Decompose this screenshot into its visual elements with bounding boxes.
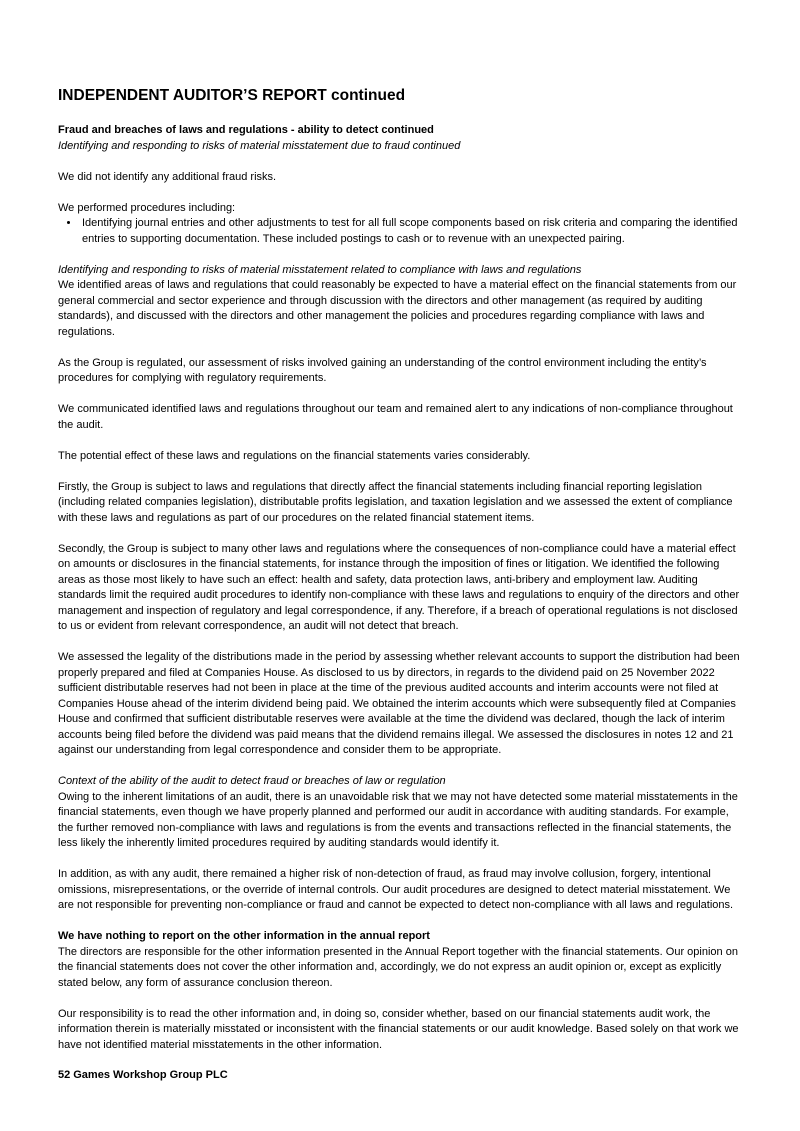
paragraph-firstly: Firstly, the Group is subject to laws and regulations that directly affect the financial statements including financial reporting legislation (including related companies legislation), distributable profits legislation, and taxation legislation and we assessed the extent of compliance with these laws and regulations as part of our procedures on the related financial statement items. xyxy=(58,480,733,524)
paragraph-procedures-intro: We performed procedures including: xyxy=(58,201,236,214)
subheading-compliance-laws: Identifying and responding to risks of material misstatement related to compliance with laws and regulations xyxy=(58,263,582,276)
paragraph-identified-areas: We identified areas of laws and regulations that could reasonably be expected to have a material effect on the financial statements from our general commercial and sector experience and through discussion with the directors and other management (as required by auditing standards), and discussed with the directors and other management the policies and procedures regarding compliance with laws and regulations. xyxy=(58,279,737,338)
paragraph-group-regulated: As the Group is regulated, our assessment of risks involved gaining an understanding of the control environment including the entity’s procedures for complying with regulatory requirements. xyxy=(58,356,707,384)
paragraph-our-responsibility: Our responsibility is to read the other information and, in doing so, consider whether, based on our financial statements audit work, the information therein is materially misstated or inconsistent with the financial statements or our audit knowledge. Based solely on that work we have not identified material misstatements in the other information. xyxy=(58,1007,739,1051)
footer-company-name: Games Workshop Group PLC xyxy=(73,1069,228,1081)
page-title: INDEPENDENT AUDITOR’S REPORT continued xyxy=(58,87,406,104)
procedures-bullet-list xyxy=(58,216,742,247)
paragraph-directors-responsible: The directors are responsible for the other information presented in the Annual Report together with the financial statements. Our opinion on the financial statements does not cover the other information and, accordingly, we do not express an audit opinion or, except as explicitly stated below, any form of assurance conclusion thereon. xyxy=(58,945,738,989)
subheading-fraud-misstatement: Identifying and responding to risks of material misstatement due to fraud continued xyxy=(58,139,461,152)
section-heading-fraud-detect: Fraud and breaches of laws and regulations - ability to detect continued xyxy=(58,124,434,136)
subheading-context-of-audit: Context of the ability of the audit to detect fraud or breaches of law or regulation xyxy=(58,775,446,787)
paragraph-potential-effect: The potential effect of these laws and regulations on the financial statements varies considerably. xyxy=(58,449,531,462)
section-heading-other-information: We have nothing to report on the other information in the annual report xyxy=(58,930,430,942)
paragraph-higher-risk-fraud: In addition, as with any audit, there remained a higher risk of non-detection of fraud, as fraud may involve collusion, forgery, intentional omissions, misrepresentations, or the override of internal controls. Our audit procedures are designed to detect material misstatement. We are not responsible for preventing non-compliance or fraud and cannot be expected to detect non-compliance with all laws and regulations. xyxy=(58,868,734,911)
paragraph-distributions-legality: We assessed the legality of the distributions made in the period by assessing whether relevant accounts to support the distribution had been properly prepared and filed at Companies House. As disclosed to us by directors, in regards to the dividend paid on 25 November 2022 sufficient distributable reserves had not been in place at the time of the previous audited accounts and interim accounts were not filed at Companies House ahead of the interim dividend being paid. We obtained the interim accounts which were subsequently filed at Companies House and confirmed that sufficient distributable reserves were available at the time the dividend was declared, though the lack of interim accounts being filed before the dividend was paid means that the dividend remains illegal. We assessed the disclosures in notes 12 and 21 against our understanding from legal correspondence and consider them to be appropriate. xyxy=(58,651,740,756)
list-item-journal-entries: • Identifying journal entries and other adjustments to test for all full scope components based on risk criteria and comparing the identified entries to supporting documentation. These included postings to cash or to revenue with an unexpected pairing. xyxy=(80,216,742,247)
paragraph-inherent-limitations: Owing to the inherent limitations of an audit, there is an unavoidable risk that we may not have detected some material misstatements in the financial statements, even though we have properly planned and performed our audit in accordance with auditing standards. For example, the further removed non-compliance with laws and regulations is from the events and transactions reflected in the financial statements, the less likely the inherently limited procedures required by auditing standards would identify it. xyxy=(58,790,738,849)
page-footer xyxy=(58,1068,231,1083)
paragraph-secondly: Secondly, the Group is subject to many other laws and regulations where the consequences of non-compliance could have a material effect on amounts or disclosures in the financial statements, for instance through the imposition of fines or litigation. We identified the following areas as those most likely to have such an effect: health and safety, data protection laws, anti-bribery and employment law. Auditing standards limit the required audit procedures to identify non-compliance with these laws and regulations to enquiry of the directors and other management and inspection of regulatory and legal correspondence, if any. Therefore, if a breach of operational regulations is not disclosed to us or evident from relevant correspondence, an audit will not detect that breach. xyxy=(58,542,740,632)
page-number: 52 xyxy=(58,1069,71,1081)
paragraph-communicated-laws: We communicated identified laws and regulations throughout our team and remained alert to any indications of non-compliance throughout the audit. xyxy=(58,403,733,431)
paragraph-no-additional-fraud-risks: We did not identify any additional fraud risks. xyxy=(58,170,277,183)
